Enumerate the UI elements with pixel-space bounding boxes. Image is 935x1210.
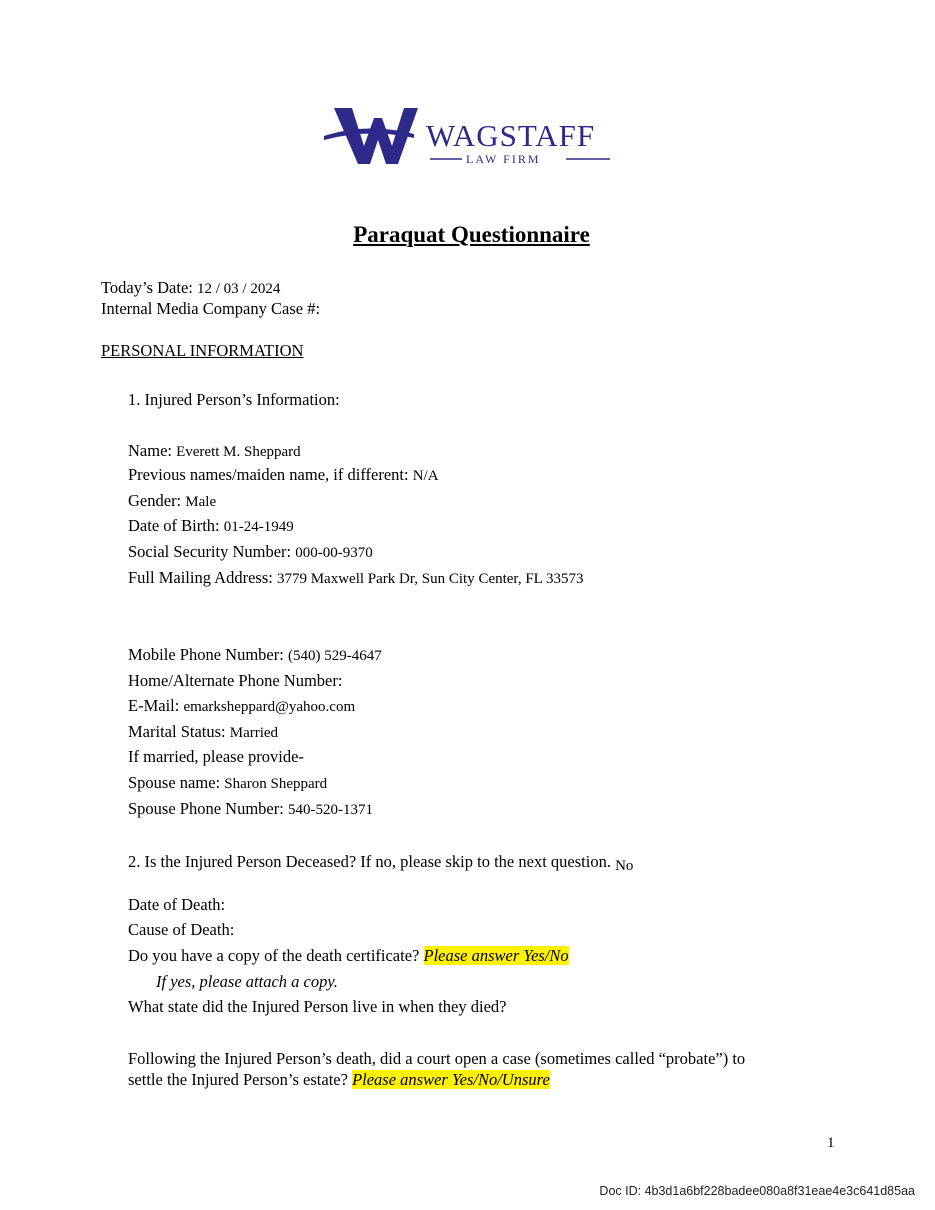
state-question: What state did the Injured Person live in when they died? — [128, 997, 507, 1016]
doc-id: Doc ID: 4b3d1a6bf228badee080a8f31eae4e3c641d85aa — [599, 1184, 915, 1198]
case-number-label: Internal Media Company Case #: — [101, 299, 321, 318]
field-row — [128, 773, 327, 793]
field-value: Married — [229, 725, 279, 741]
todays-date-row — [101, 278, 280, 298]
field-label: Gender: — [128, 491, 182, 510]
todays-date-label: Today’s Date: — [101, 278, 193, 297]
probate-prompt: Please answer Yes/No/Unsure — [352, 1070, 550, 1089]
date-of-death-label: Date of Death: — [128, 895, 226, 914]
todays-date-value: 12 / 03 / 2024 — [197, 281, 281, 297]
probate-line-2: settle the Injured Person’s estate? — [128, 1070, 348, 1089]
field-label: Spouse Phone Number: — [128, 799, 284, 818]
field-label: Home/Alternate Phone Number: — [128, 671, 343, 690]
field-label: Date of Birth: — [128, 516, 220, 535]
field-row — [128, 568, 584, 588]
field-row — [128, 645, 382, 665]
attach-note: If yes, please attach a copy. — [156, 972, 338, 991]
death-cert-prompt: Please answer Yes/No — [423, 946, 569, 965]
q1-heading: 1. Injured Person’s Information: — [128, 390, 340, 409]
page-number: 1 — [827, 1135, 835, 1151]
field-row — [128, 671, 342, 691]
field-row — [128, 799, 373, 819]
q2-answer: No — [615, 858, 634, 874]
field-label: E-Mail: — [128, 696, 180, 715]
field-row — [128, 465, 439, 485]
death-cert-question: Do you have a copy of the death certificate? — [128, 946, 420, 965]
page-title: Paraquat Questionnaire — [353, 222, 590, 247]
field-label: Social Security Number: — [128, 542, 292, 561]
logo-brand: WAGSTAFF — [426, 118, 596, 153]
field-value: 540-520-1371 — [287, 802, 373, 818]
probate-line-1: Following the Injured Person’s death, did a court open a case (sometimes called “probate”) to — [128, 1049, 746, 1068]
cause-of-death-label: Cause of Death: — [128, 920, 235, 939]
field-label: Full Mailing Address: — [128, 568, 273, 587]
field-row — [128, 747, 304, 767]
probate-row — [128, 1070, 550, 1090]
field-value: 000-00-9370 — [295, 545, 373, 561]
wagstaff-w-icon — [322, 104, 612, 168]
field-value: 3779 Maxwell Park Dr, Sun City Center, FL 33573 — [276, 571, 584, 587]
field-row — [128, 441, 301, 461]
field-label: Previous names/maiden name, if different: — [128, 465, 409, 484]
field-label: If married, please provide- — [128, 747, 304, 766]
field-value: Everett M. Sheppard — [176, 444, 301, 460]
field-value: N/A — [412, 468, 439, 484]
death-cert-row — [128, 946, 569, 966]
field-label: Name: — [128, 441, 172, 460]
field-label: Mobile Phone Number: — [128, 645, 284, 664]
field-value: emarksheppard@yahoo.com — [183, 699, 356, 715]
field-row — [128, 491, 216, 511]
q2-row — [128, 852, 633, 872]
field-row — [128, 722, 278, 742]
field-value: Sharon Sheppard — [224, 776, 328, 792]
field-row — [128, 696, 355, 716]
field-value: (540) 529-4647 — [287, 648, 382, 664]
field-row — [128, 516, 294, 536]
field-row — [128, 542, 373, 562]
field-value: Male — [185, 494, 217, 510]
section-heading: PERSONAL INFORMATION — [101, 341, 304, 360]
q2-heading: 2. Is the Injured Person Deceased? If no, please skip to the next question. — [128, 852, 611, 871]
field-label: Spouse name: — [128, 773, 221, 792]
field-value: 01-24-1949 — [223, 519, 294, 535]
firm-logo — [322, 104, 612, 168]
field-label: Marital Status: — [128, 722, 226, 741]
logo-sub: LAW FIRM — [466, 152, 541, 166]
